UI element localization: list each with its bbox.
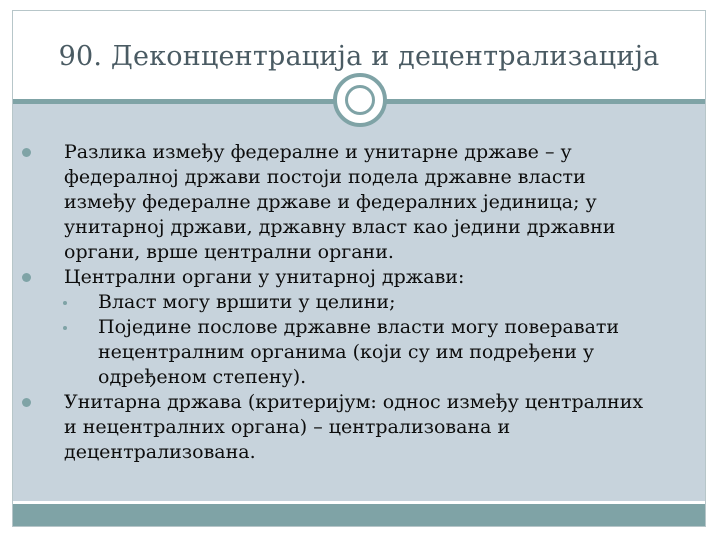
- list-item-line: Централни органи у унитарној држави:: [64, 266, 465, 288]
- bullet-dot-icon: [63, 301, 67, 305]
- list-item: [22, 140, 692, 265]
- bullet-dot-icon: [22, 273, 31, 282]
- sub-list-item: [22, 290, 692, 315]
- bullet-list: [22, 140, 692, 465]
- list-item-line: Поједине послове државне власти могу поверавати: [98, 316, 620, 338]
- list-item-line: децентрализована.: [64, 441, 256, 463]
- list-item-line: између федералне државе и федералних јединица; у: [64, 191, 597, 213]
- circle-ornament-inner: [345, 85, 375, 115]
- list-item-line: федералној држави постоји подела државне власти: [64, 166, 586, 188]
- list-item-line: Разлика између федералне и унитарне државе – у: [64, 141, 572, 163]
- list-item-line: одређеном степену).: [98, 366, 307, 388]
- list-item-line: унитарној држави, државну власт као једини државни: [64, 216, 616, 238]
- list-item-line: нецентралним органима (који су им подређени у: [98, 341, 595, 363]
- list-item-line: органи, врше централни органи.: [64, 241, 394, 263]
- list-item: [22, 390, 692, 465]
- bullet-dot-icon: [22, 148, 31, 157]
- list-item-line: Унитарна држава (критеријум: однос између централних: [64, 391, 644, 413]
- circle-ornament-icon: [333, 73, 387, 127]
- list-item-line: и нецентралних органа) – централизована и: [64, 416, 511, 438]
- bullet-dot-icon: [22, 398, 31, 407]
- bullet-dot-icon: [63, 326, 67, 330]
- list-item-line: Власт могу вршити у целини;: [98, 291, 396, 313]
- sub-list-item: [22, 315, 692, 390]
- list-item: [22, 265, 692, 290]
- slide-title: 90. Деконцентрација и децентрализација: [58, 41, 660, 72]
